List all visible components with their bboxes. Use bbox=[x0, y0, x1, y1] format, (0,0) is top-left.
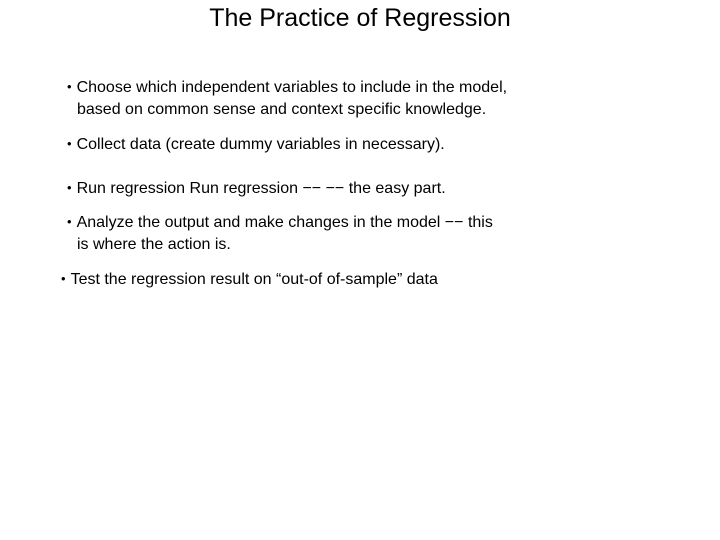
bullet-text: Run regression Run regression −− −− the easy part. bbox=[76, 180, 446, 197]
slide-title: The Practice of Regression bbox=[209, 4, 511, 32]
bullet-dot-icon: • bbox=[67, 79, 72, 94]
bullet-dot-icon: • bbox=[61, 271, 66, 286]
bullet-text: Collect data (create dummy variables in necessary). bbox=[76, 136, 445, 153]
bullet-dot-icon: • bbox=[67, 214, 72, 229]
bullet-text-continuation: based on common sense and context specific knowledge. bbox=[77, 101, 487, 118]
bullet-item bbox=[67, 133, 445, 156]
bullet-text: Choose which independent variables to include in the model, bbox=[76, 79, 508, 96]
bullet-item bbox=[67, 211, 493, 256]
bullet-text: Test the regression result on “out-of of-sample” data bbox=[70, 271, 438, 288]
bullet-item bbox=[67, 177, 446, 200]
bullet-dot-icon: • bbox=[67, 180, 72, 195]
bullet-dot-icon: • bbox=[67, 136, 72, 151]
bullet-text: Analyze the output and make changes in the model −− this bbox=[76, 214, 493, 231]
bullet-item bbox=[61, 268, 438, 291]
bullet-item bbox=[67, 76, 507, 121]
bullet-text-continuation: is where the action is. bbox=[77, 236, 231, 253]
